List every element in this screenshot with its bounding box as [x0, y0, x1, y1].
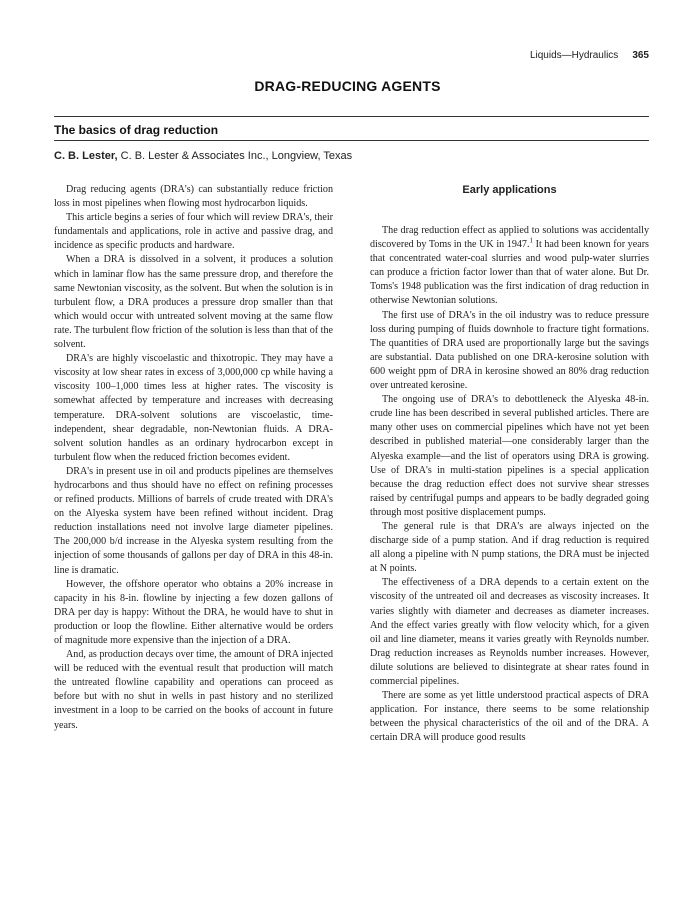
paragraph: There are some as yet little understood practical aspects of DRA application. For instance, there seems to be some relationship between the physical characteristics of the oil and of the DRA. A certain DRA will produce good results	[370, 690, 649, 744]
paragraph: The effectiveness of a DRA depends to a certain extent on the viscosity of the untreated oil and decreases as viscosity increases. It varies slightly with diameter and decreases as diameter increases. And the effect varies greatly with flow velocity which, for a given oil and line diameter, means it varies greatly with Reynolds number. Drag reduction increases as Reynolds number increases. However, dilute solutions are believed to disintegrate at shear rates found in commercial pipelines.	[370, 577, 649, 687]
paragraph: The first use of DRA's in the oil industry was to reduce pressure loss during pumping of fluids downhole to fracture tight formations. The quantities of DRA used are proportionally large but the savings are substantial. Data published on one DRA-kerosine solution with 600 weight ppm of DRA in kerosine showed an 80% drag reduction over untreated kerosine.	[370, 309, 649, 392]
paragraph-text: The drag reduction effect as applied to solutions was accidentally discovered by Toms in the UK in 1947.	[370, 225, 649, 251]
footnote-ref[interactable]: 1	[529, 236, 533, 245]
author-affiliation: C. B. Lester & Associates Inc., Longview, Texas	[120, 150, 353, 162]
running-head	[530, 50, 649, 61]
byline	[54, 150, 352, 162]
paragraph: Drag reducing agents (DRA's) can substantially reduce friction loss in most pipelines when flowing most hydrocarbon liquids.	[54, 184, 333, 210]
paragraph: The ongoing use of DRA's to debottleneck the Alyeska 48-in. crude line has been described in several published articles. There are many other uses on commercial pipelines which have not yet been described in published material—one considerably larger than the Alyeska example—and the list of operators using DRA is growing. Use of DRA's in multi-station pipelines is a special application because the drag reduction effect does not survive shear stresses raised by centrifugal pumps and appears to be badly degraded going through most positive displacement pumps.	[370, 394, 649, 518]
paragraph: DRA's are highly viscoelastic and thixotropic. They may have a viscosity at low shear rates in excess of 3,000,000 cp while having a viscosity 100–1,000 times less at higher rates. The viscosity is somewhat affected by temperature and increases with decreasing temperature. DRA-solvent solutions are viscoelastic, time-independent, shear degradable, non-Newtonian fluids. A DRA-solvent solution handles as an ordinary hydrocarbon except in turbulent flow when the reduced friction becomes evident.	[54, 353, 333, 463]
paragraph	[370, 224, 649, 309]
paragraph: When a DRA is dissolved in a solvent, it produces a solution which in laminar flow has the same pressure drop, and therefore the same Newtonian viscosity, as the solvent. But when the solution is in turbulent flow, a DRA produces a pressure drop smaller than that which would occur with untreated solvent moving at the same flow rate. The turbulent flow friction of the solution is less than that of the solvent.	[54, 254, 334, 351]
paragraph-text: It had been known for years that concentrated water-coal slurries and wood pulp-water slurries can produce a friction factor lower than that of water alone. But Dr. Toms's 1948 publication was the first indication of drag reduction in otherwise Newtonian solutions.	[370, 239, 649, 307]
section-rule-top	[54, 116, 649, 117]
author-name: C. B. Lester,	[54, 150, 118, 162]
left-column	[54, 183, 333, 733]
running-title: Liquids—Hydraulics	[529, 50, 619, 61]
page-number: 365	[632, 50, 649, 61]
paragraph: And, as production decays over time, the amount of DRA injected will be reduced with the eventual result that production will match the untreated flowline capability and operations can proceed as before but with no shut in wells in past history and no sterilized investment in a loop to be carried on the books of account in future years.	[54, 649, 333, 731]
subsection-heading: Early applications	[462, 184, 557, 196]
article-title: DRAG-REDUCING AGENTS	[254, 78, 441, 94]
paragraph: However, the offshore operator who obtains a 20% increase in capacity in his 8-in. flowline by injecting a few dozen gallons of DRA per day is happy: Without the DRA, he would have to shut in production or loop the flowline. Either alternative would be orders of magnitude more expensive than the injection of a DRA.	[54, 578, 333, 646]
right-column	[370, 183, 649, 745]
section-heading: The basics of drag reduction	[54, 123, 219, 137]
paragraph: DRA's in present use in oil and products pipelines are themselves hydrocarbons and thus should have no effect on refining processes or refined products. Millions of barrels of crude treated with DRA's on the Alyeska system have been refined without incident. Drag reduction installations need not involve large diameter pipelines. The 200,000 b/d increase in the Alyeska system resulting from the injection of some thousands of gallons per day of DRA in this 48-in. line is dramatic.	[54, 465, 333, 576]
section-rule-bottom	[54, 140, 649, 141]
paragraph: The general rule is that DRA's are always injected on the discharge side of a pump station. And if drag reduction is required all along a pipeline with N pump stations, the DRA must be injected at N points.	[370, 520, 649, 575]
paragraph: This article begins a series of four which will review DRA's, their fundamentals and applications, role in active and passive drag, and incidence as specific products and hardware.	[54, 212, 333, 252]
